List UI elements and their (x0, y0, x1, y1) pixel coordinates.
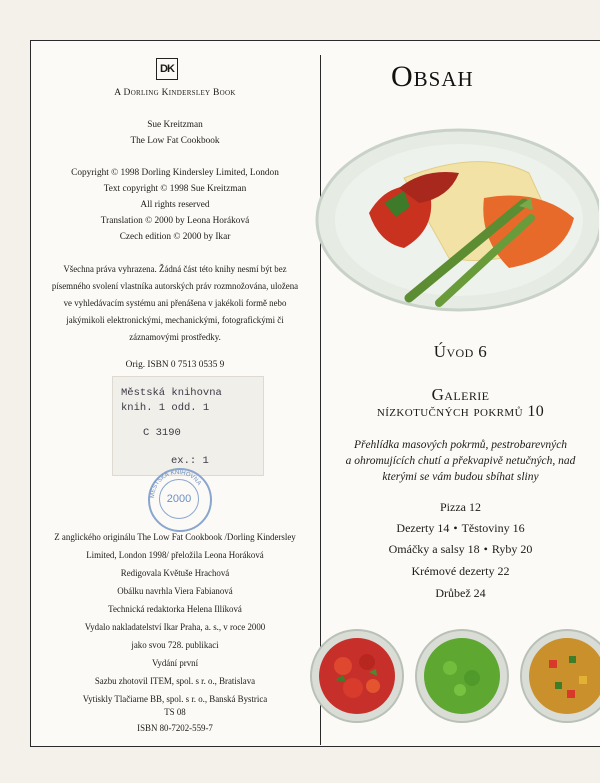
toc-uvod: Úvod 6 (433, 342, 488, 361)
page-title: Obsah (391, 60, 474, 93)
credit-line: Z anglického originálu The Low Fat Cookbook /Dorling Kindersley (54, 532, 296, 542)
original-isbn: Orig. ISBN 0 7513 0535 9 (125, 360, 225, 370)
toc-testoviny: Těstoviny 16 (461, 521, 525, 535)
credit-line: Vydání první (151, 658, 199, 668)
credit-line: Vydalo nakladatelství Ikar Praha, a. s., v roce 2000 (84, 622, 266, 632)
author: Sue Kreitzman (147, 120, 203, 130)
copyright-line: Text copyright © 1998 Sue Kreitzman (103, 184, 247, 194)
library-label (112, 376, 264, 476)
credit-line: Obálku navrhla Viera Fabianová (117, 586, 233, 596)
library-label-line: ex.: 1 (171, 455, 209, 467)
toc-ryby: Ryby 20 (491, 542, 533, 556)
copyright-line: Copyright © 1998 Dorling Kindersley Limited, London (71, 168, 279, 178)
gallery-intro-line: kterými se vám budou sbíhat sliny (382, 471, 539, 483)
credit-line: Vytiskly Tlačiarne BB, spol. s r. o., Banská Bystrica (82, 694, 268, 704)
svg-text:MĚSTSKÁ KNIHOVNA: MĚSTSKÁ KNIHOVNA (149, 469, 202, 499)
rights-notice-line: záznamovými prostředky. (129, 332, 221, 342)
library-label-line: knih. 1 odd. 1 (121, 402, 210, 414)
isbn: ISBN 80-7202-559-7 (137, 723, 213, 733)
credit-line: Limited, London 1998/ přeložila Leona Horáková (86, 550, 264, 560)
rights-notice-line: ve vyhledávacím systému ani přenášena v jakékoli formě nebo (63, 298, 287, 308)
toc-row-dezerty-testoviny (321, 521, 600, 536)
gallery-intro-line: Přehlídka masových pokrmů, pestrobarevných (353, 439, 568, 451)
copyright-page (30, 40, 320, 745)
rights-notice-line: písemného svolení vlastníka autorských práv rozmnožována, uložena (51, 281, 299, 291)
credit-line: Technická redaktorka Helena Illíková (108, 604, 242, 614)
publisher-logo: DK (156, 58, 178, 80)
pea-dish-bowl-photo (414, 628, 510, 724)
gallery-intro-line: a ohromujících chutí a překvapivě netučných, nad (345, 455, 576, 467)
ts-number: TS 08 (164, 707, 186, 717)
toc-galerie: Galerie (431, 385, 490, 404)
credit-line: jako svou 728. publikaci (131, 640, 219, 650)
publisher-line: A Dorling Kindersley Book (114, 88, 236, 98)
book-title: The Low Fat Cookbook (130, 136, 220, 146)
library-label-line: C 3190 (143, 427, 181, 439)
toc-kremove-dezerty: Krémové dezerty 22 (411, 564, 510, 578)
toc-row-omacky-ryby (321, 542, 600, 557)
toc-omacky: Omáčky a salsy 18 (388, 542, 480, 556)
bullet: • (453, 521, 458, 535)
bullet: • (483, 542, 488, 556)
library-label-line: Městská knihovna (121, 387, 222, 399)
toc-dezerty: Dezerty 14 (396, 521, 450, 535)
credit-line: Redigovala Květuše Hrachová (120, 568, 230, 578)
vegetable-salsa-bowl-photo (519, 628, 600, 724)
copyright-line: All rights reserved (140, 200, 210, 210)
toc-pizza: Pizza 12 (440, 500, 481, 514)
tomato-salad-bowl-photo (309, 628, 405, 724)
credit-line: Sazbu zhotovil ITEM, spol. s r. o., Bratislava (94, 676, 256, 686)
library-round-stamp (148, 468, 212, 532)
contents-page (321, 40, 600, 745)
toc-galerie-sub: nízkotučných pokrmů 10 (376, 403, 545, 420)
copyright-line: Translation © 2000 by Leona Horáková (100, 216, 250, 226)
plated-dish-photo (309, 118, 599, 323)
rights-notice-line: jakýmikoli elektronickými, mechanickými, fotografickými či (66, 315, 284, 325)
toc-drubez: Drůbež 24 (435, 586, 486, 600)
rights-notice-line: Všechna práva vyhrazena. Žádná část této knihy nesmí být bez (63, 264, 287, 274)
copyright-line: Czech edition © 2000 by Ikar (119, 232, 231, 242)
stamp-year: 2000 (159, 479, 199, 519)
